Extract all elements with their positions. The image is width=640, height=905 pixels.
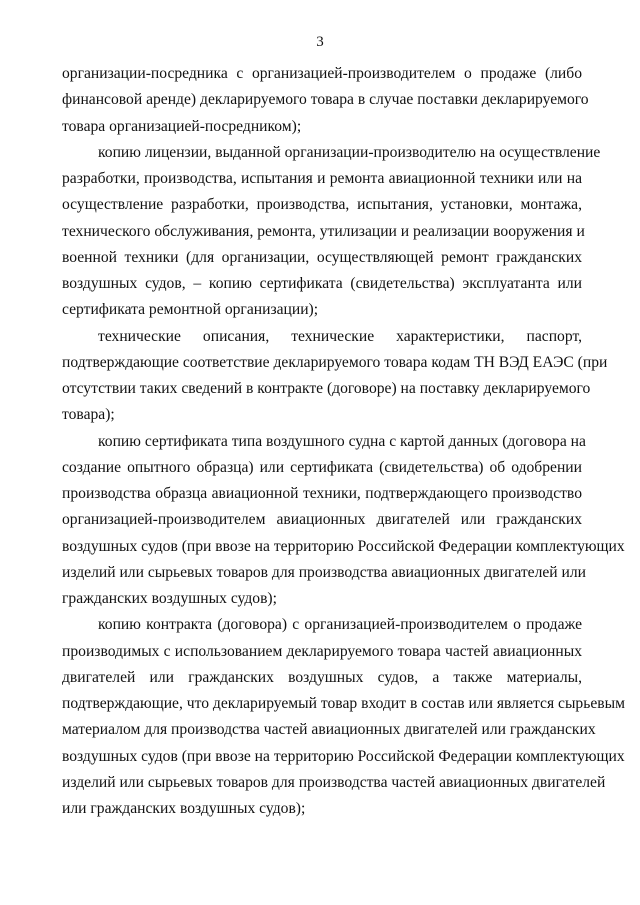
text-line: организации-посредника с организацией-производителем о продаже (либо — [62, 65, 582, 82]
text-line: создание опытного образца) или сертификата (свидетельства) об одобрении — [62, 458, 582, 476]
text-line: сертификата ремонтной организации); — [62, 301, 319, 319]
text-line: изделий или сырьевых товаров для производства частей авиационных двигателей — [62, 773, 606, 791]
text-line: подтверждающие, что декларируемый товар входит в состав или является сырьевым — [62, 695, 625, 712]
text-line: копию контракта (договора) с организацией-производителем о продаже — [98, 616, 582, 634]
text-line: или гражданских воздушных судов); — [62, 800, 306, 817]
text-line: технические описания, технические характеристики, паспорт, — [98, 327, 582, 345]
text-line: двигателей или гражданских воздушных судов, а также материалы, — [62, 668, 582, 686]
text-line: гражданских воздушных судов); — [62, 590, 277, 607]
text-line: воздушных судов, – копию сертификата (свидетельства) эксплуатанта или — [62, 275, 582, 292]
text-line: воздушных судов (при ввозе на территорию Российской Федерации комплектующих — [62, 537, 625, 555]
text-line: подтверждающие соответствие декларируемого товара кодам ТН ВЭД ЕАЭС (при — [62, 353, 608, 371]
page-number: 3 — [316, 34, 324, 50]
text-line: организацией-производителем авиационных двигателей или гражданских — [62, 511, 582, 529]
text-line: копию лицензии, выданной организации-производителю на осуществление — [98, 143, 601, 161]
text-line: материалом для производства частей авиационных двигателей или гражданских — [62, 721, 596, 739]
text-line: военной техники (для организации, осуществляющей ремонт гражданских — [62, 248, 582, 266]
text-line: финансовой аренде) декларируемого товара в случае поставки декларируемого — [62, 91, 589, 109]
text-line: технического обслуживания, ремонта, утилизации и реализации вооружения и — [62, 222, 585, 240]
text-line: производимых с использованием декларируемого товара частей авиационных — [62, 642, 582, 660]
text-line: воздушных судов (при ввозе на территорию Российской Федерации комплектующих — [62, 747, 625, 765]
text-line: осуществление разработки, производства, испытания, установки, монтажа, — [62, 196, 582, 214]
text-line: изделий или сырьевых товаров для производства авиационных двигателей или — [62, 563, 587, 581]
text-line: разработки, производства, испытания и ремонта авиационной техники или на — [62, 170, 582, 187]
text-line: товара); — [62, 406, 115, 424]
text-line: отсутствии таких сведений в контракте (договоре) на поставку декларируемого — [62, 380, 591, 397]
text-line: копию сертификата типа воздушного судна с картой данных (договора на — [98, 432, 586, 450]
text-line: производства образца авиационной техники, подтверждающего производство — [62, 485, 582, 502]
text-line: товара организацией-посредником); — [62, 117, 302, 135]
